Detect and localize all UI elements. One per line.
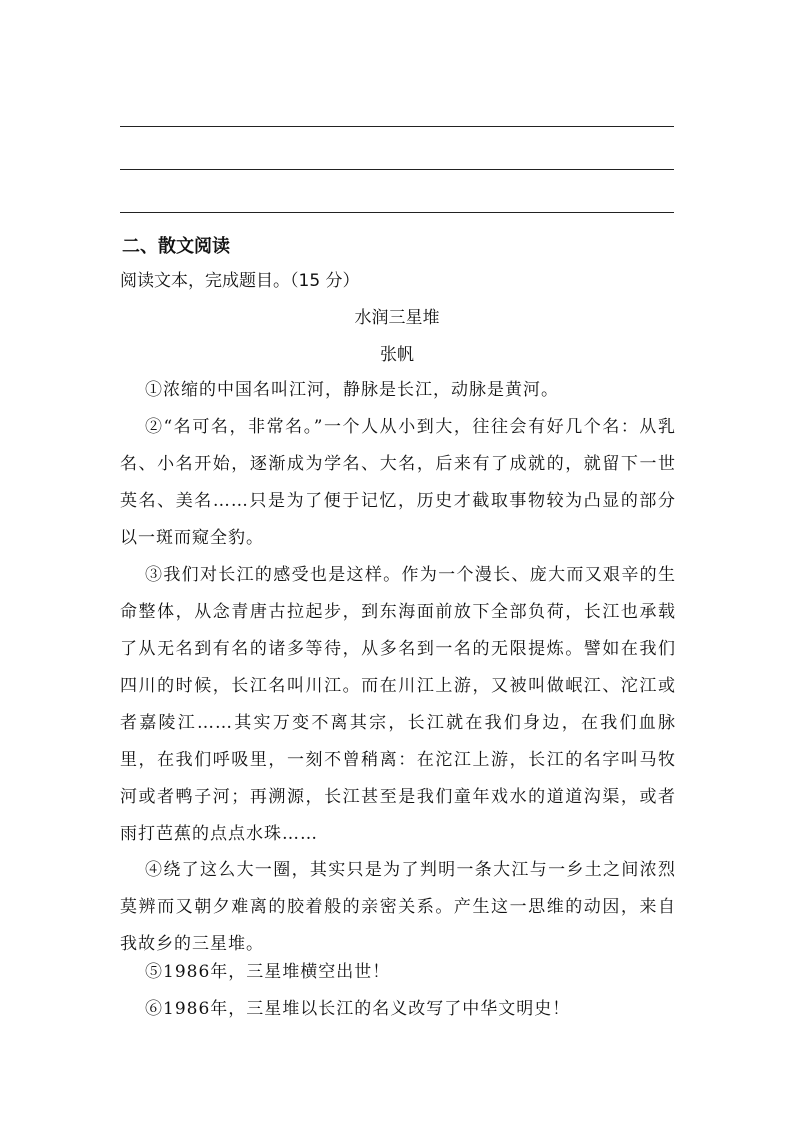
- paragraph-5: ⑤1986年，三星堆横空出世！: [145, 962, 391, 982]
- paragraph-3: ③我们对长江的感受也是这样。作为一个漫长、庞大而又艰辛的生命整体，从念青唐古拉起步，到东海面前放下全部负荷，长江也承载了从无名到有名的诸多等待，从多名到一名的无限提炼。譬如在我们四川的时候，长江名叫川江。而在川江上游，又被叫做岷江、沱江或者嘉陵江……其实万变不离其宗，长江就在我们身边，在我们血脉里，在我们呼吸里，一刻不曾稍离：在沱江上游，长江的名字叫马牧河或者鸭子河；再溯源，长江甚至是我们童年戏水的道道沟渠，或者雨打芭蕉的点点水珠……: [120, 565, 676, 844]
- paragraph-2: ②“名可名，非常名。”一个人从小到大，往往会有好几个名：从乳名、小名开始，逐渐成为学名、大名，后来有了成就的，就留下一世英名、美名……只是为了便于记忆，历史才截取事物较为凸显的部分以一斑而窥全豹。: [120, 417, 676, 548]
- answer-line-3: [120, 212, 674, 213]
- answer-line-2: [120, 169, 674, 170]
- paragraph-1: ①浓缩的中国名叫江河，静脉是长江，动脉是黄河。: [145, 380, 559, 400]
- paragraph-6: ⑥1986年，三星堆以长江的名义改写了中华文明史！: [145, 999, 571, 1019]
- section-heading: 二、散文阅读: [122, 236, 230, 257]
- article-author: 张帆: [380, 345, 414, 365]
- reading-instruction: 阅读文本，完成题目。（15 分）: [120, 271, 360, 291]
- answer-line-1: [120, 126, 674, 127]
- article-title: 水润三星堆: [354, 308, 440, 328]
- paragraph-4: ④绕了这么大一圈，其实只是为了判明一条大江与一乡土之间浓烈莫辨而又朝夕难离的胶着般的亲密关系。产生这一思维的动因，来自我故乡的三星堆。: [120, 860, 676, 954]
